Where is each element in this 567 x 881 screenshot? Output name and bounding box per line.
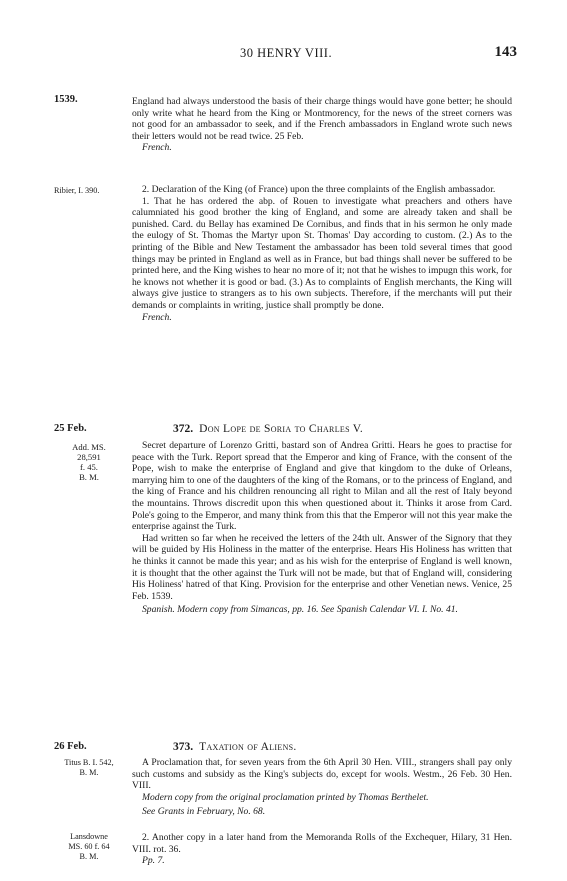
margin-ref-line: B. M. — [79, 852, 99, 861]
entry-372-title: Don Lope de Soria to Charles V. — [199, 423, 364, 435]
entry-372-text — [132, 440, 512, 616]
entry-372-date: 25 Feb. — [54, 423, 87, 434]
margin-ref-line: Lansdowne — [70, 832, 108, 841]
page-number: 143 — [494, 44, 517, 60]
entry-373-title: Taxation of Aliens. — [199, 741, 297, 753]
entry-373-body: A Proclamation that, for seven years from the 6th April 30 Hen. VIII., strangers shall pay only such customs and subsidy as the King's subjects do, except for wools. Westm., 26 Feb. 30 Hen. VIII. — [132, 757, 512, 792]
declaration-entry — [132, 184, 512, 323]
entry-373-margin-ref — [54, 758, 124, 778]
declaration-language: French. — [142, 311, 172, 323]
margin-ref-line: B. M. — [79, 472, 99, 482]
running-head-title: 30 HENRY VIII. — [240, 46, 333, 60]
margin-ref-line: Add. MS. — [72, 442, 106, 452]
declaration-margin-ref: Ribier, I. 390. — [54, 186, 100, 195]
entry-373-heading — [173, 741, 297, 753]
running-head — [0, 46, 567, 64]
entry-372-source: Spanish. Modern copy from Simancas, pp. 16. See Spanish Calendar VI. I. No. 41. — [142, 604, 458, 616]
entry-373-2-margin-ref — [54, 832, 124, 862]
entry-373-see-also: See Grants in February, No. 68. — [142, 806, 266, 818]
margin-ref-line: 28,591 — [77, 452, 101, 462]
entry-373-2-pages: Pp. 7. — [142, 855, 165, 867]
continuation-paragraph — [132, 96, 512, 154]
entry-373-2-body: 2. Another copy in a later hand from the Memoranda Rolls of the Exchequer, Hilary, 31 Hen. VIII. rot. 36. — [132, 832, 512, 855]
entry-372-body-2: Had written so far when he received the letters of the 24th ult. Answer of the Signory that they will be guided by His Holiness in the matter of the enterprise. Hears His Holiness has written that he thinks it cannot be made this year; and as his wish for the enterprise of England is well known, it is thought that the other against the Turk will not be made, but that of England will, considering His Holiness' hatred of that King. Provision for the enterprise and other Venetian news. Venice, 25 Feb. 1539. — [132, 532, 512, 602]
entry-373-text — [132, 757, 512, 818]
entry-372-body: Secret departure of Lorenzo Gritti, bastard son of Andrea Gritti. Hears he goes to practise for peace with the Turk. Report spread that the Emperor and king of France, with the consent of the Pope, wish to make the enterprise of England and give that kingdom to the duke of Orleans, marrying him to one of the daughters of the king of the Romans, or to the princess of England, and the king of France and his children renouncing all right to Milan and all the rest of Italy beyond the mountains. Throws discredit upon this when questioned about it. Thinks it arose from Card. Pole's going to the Emperor, and many think from this that the Emperor will not this year make the enterprise against the Turk. — [132, 440, 512, 533]
entry-373-date: 26 Feb. — [54, 741, 87, 752]
year-label: 1539. — [54, 94, 78, 105]
declaration-body: 1. That he has ordered the abp. of Rouen to investigate what preachers and others have calumniated his good brother the king of England, and some are already taken and shall be punished. Card. du Bellay has examined De Cornibus, and finds that in his sermon he only made the eulogy of St. Thomas the Martyr upon St. Thomas' Day according to custom. (2.) As to the printing of the Bible and New Testament the ambassador has been told several times that good things may be printed in England as well as in France, but bad things shall never be suffered to be printed here, and the King wishes to hear no more of it; not that he wishes to impugn this work, for he knows not whether it is good or bad. (3.) As to complaints of English merchants, the King will always give justice to strangers as to his own subjects. Therefore, if the merchants will put their demands or complaints in writing, justice shall promptly be done. — [132, 195, 512, 311]
entry-372-margin-ref — [54, 442, 124, 482]
continuation-language: French. — [142, 142, 172, 154]
entry-373-number: 373. — [173, 741, 194, 753]
entry-372-number: 372. — [173, 423, 194, 435]
margin-ref-line: f. 45. — [80, 462, 98, 472]
margin-ref-line: MS. 60 f. 64 — [68, 842, 110, 851]
declaration-intro: 2. Declaration of the King (of France) upon the three complaints of the English ambassador. — [142, 184, 496, 195]
entry-373-source: Modern copy from the original proclamation printed by Thomas Berthelet. — [142, 791, 429, 803]
entry-372-heading — [173, 423, 363, 435]
margin-ref-line: B. M. — [79, 768, 99, 777]
margin-ref-line: Titus B. I. 542, — [64, 758, 114, 767]
continuation-text: England had always understood the basis of their charge things would have gone better; he should only write what he heard from the King or Montmorency, for the news of the street corners was not good for an ambassador to seek, and if the French ambassadors in England wrote such news their letters would not be read twice. 25 Feb. — [132, 96, 512, 142]
entry-373-2-text — [132, 832, 512, 867]
